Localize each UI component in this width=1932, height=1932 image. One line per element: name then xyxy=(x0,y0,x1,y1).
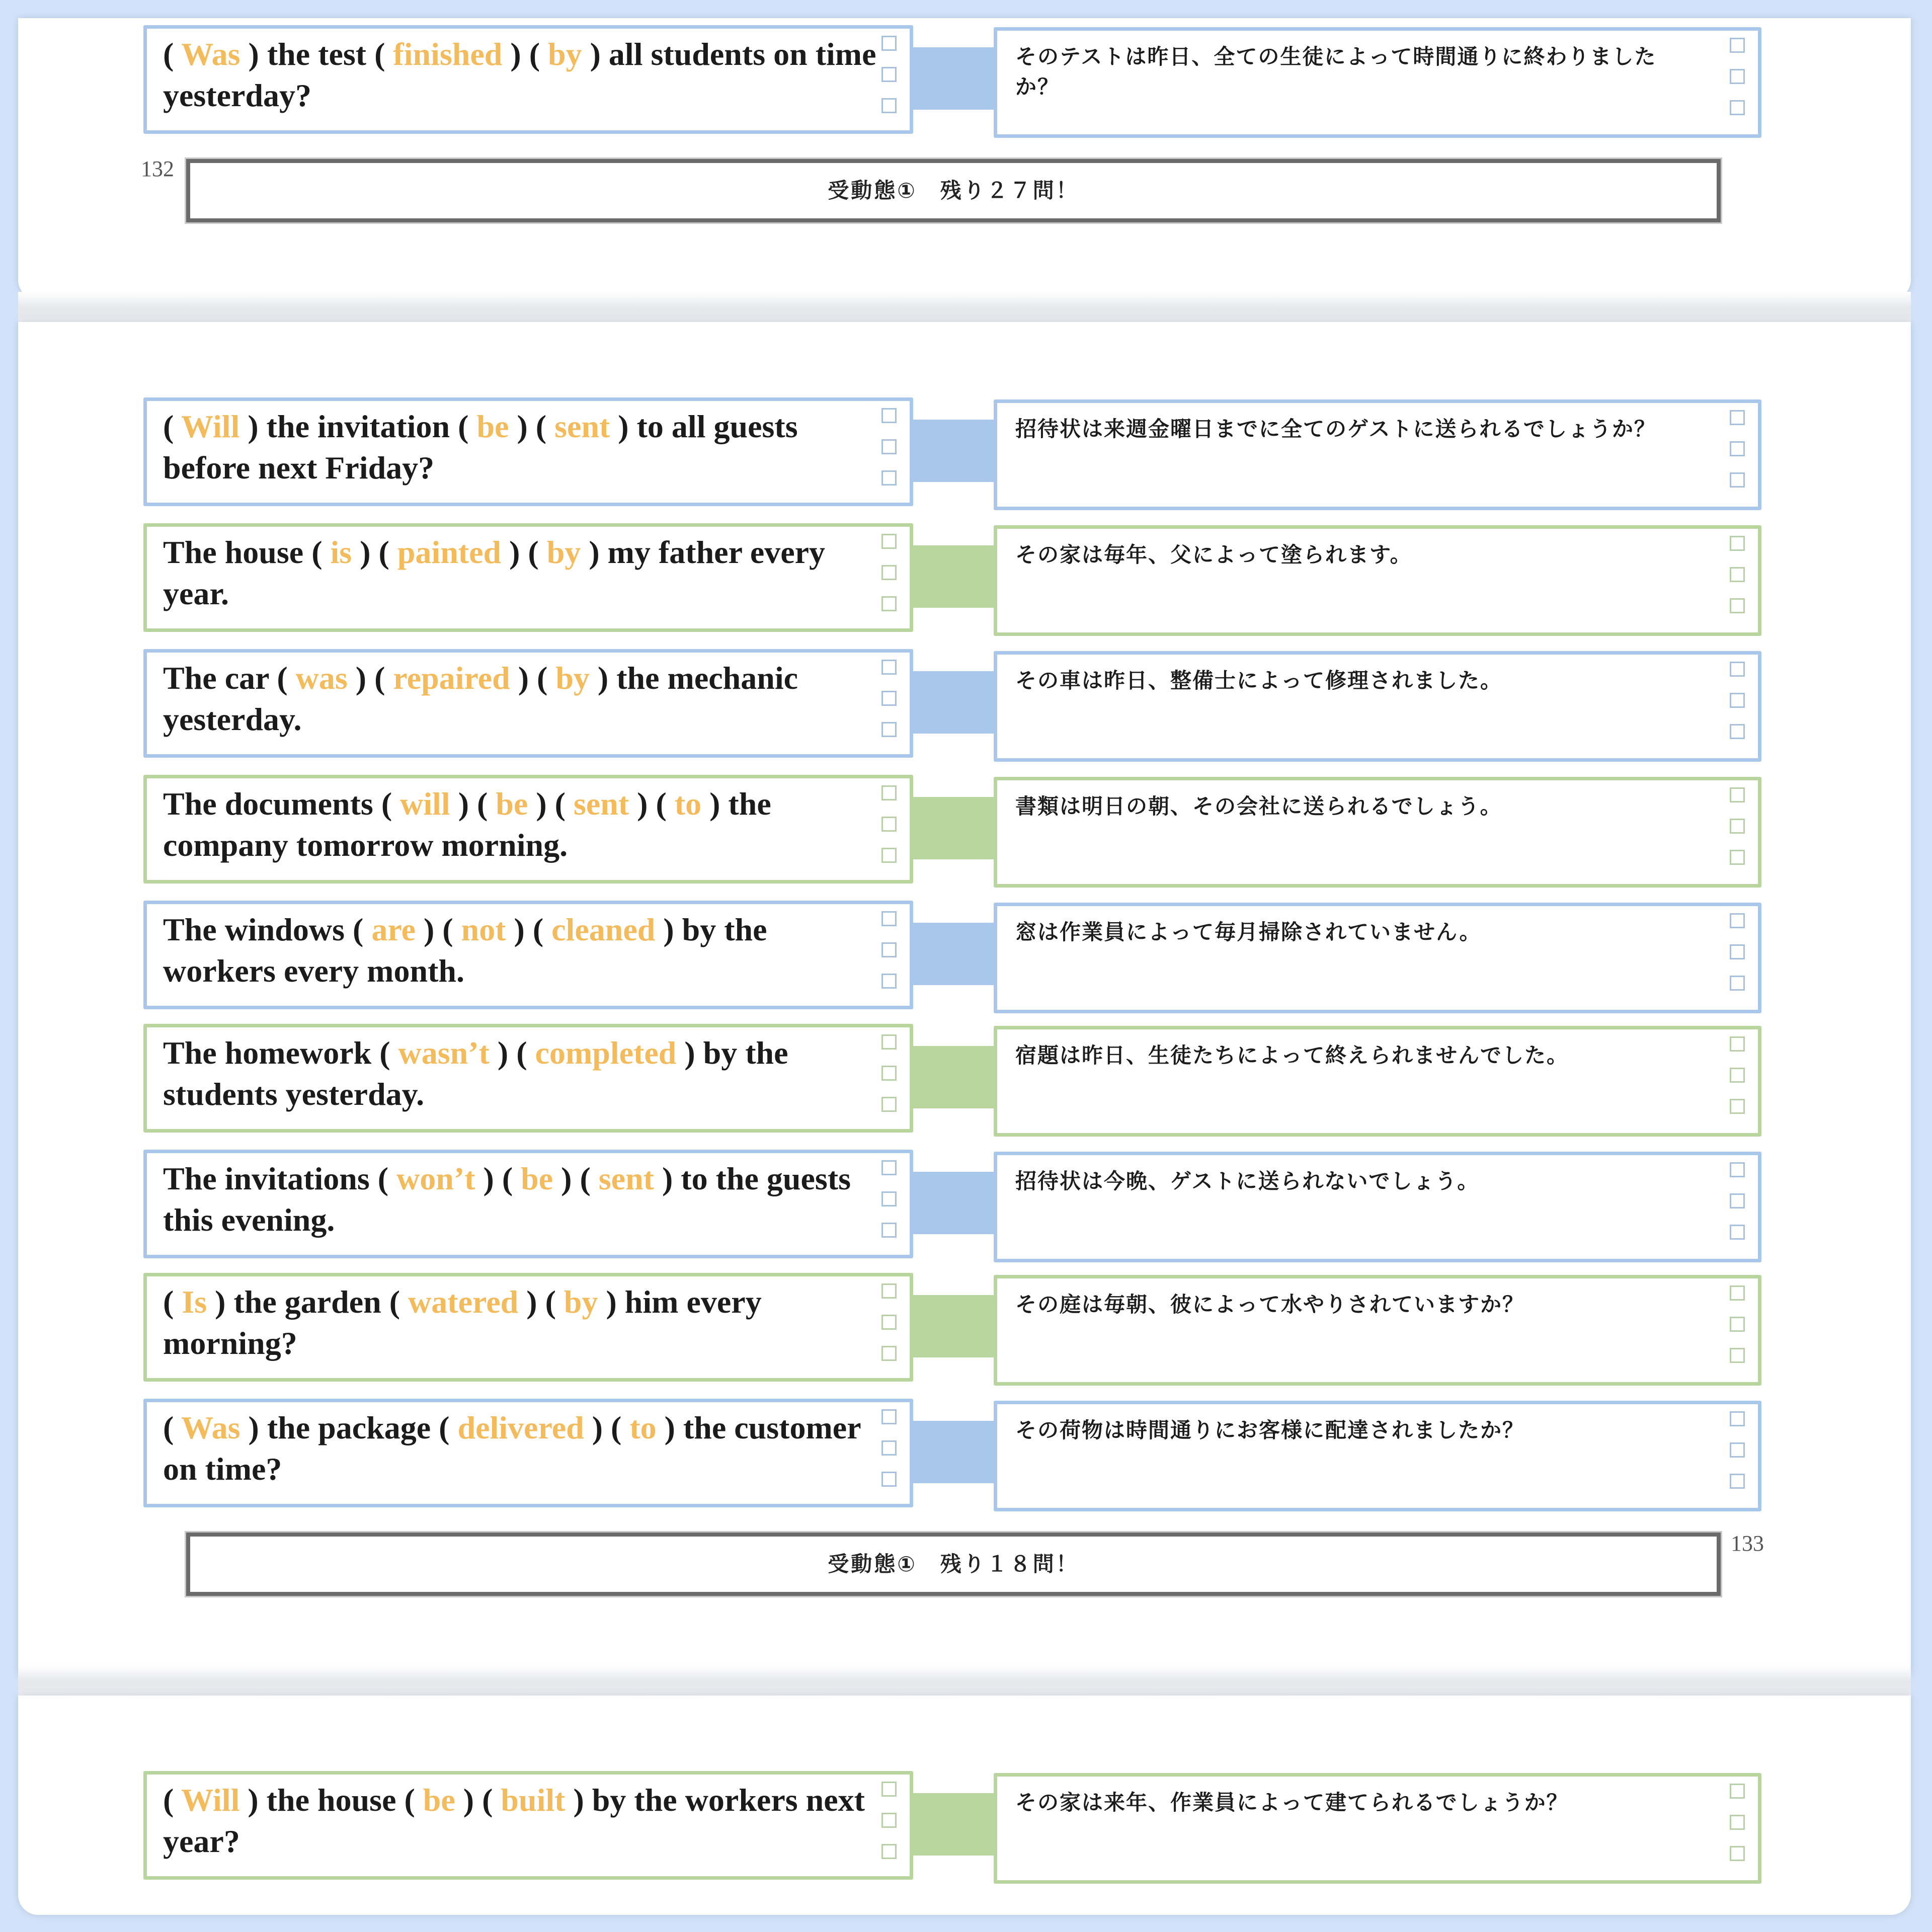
japanese-translation: その車は昨日、整備士によって修理されました。 xyxy=(1015,668,1503,693)
answer-word: completed xyxy=(535,1035,677,1071)
sentence-text: ) the package ( xyxy=(240,1410,458,1445)
check-box[interactable] xyxy=(1730,913,1745,928)
japanese-translation: その家は毎年、父によって塗られます。 xyxy=(1015,542,1412,567)
sentence-text: The car ( xyxy=(163,660,296,696)
sentence-text: The homework ( xyxy=(163,1035,398,1071)
check-box[interactable] xyxy=(1730,1068,1745,1083)
japanese-translation-card xyxy=(994,903,1761,1013)
check-box[interactable] xyxy=(881,1160,897,1175)
sentence-text: ) ( xyxy=(528,786,574,822)
check-box[interactable] xyxy=(881,1097,897,1112)
english-sentence xyxy=(163,1281,882,1364)
answer-word: be xyxy=(496,786,528,822)
answer-word: are xyxy=(371,912,416,947)
japanese-translation: 招待状は今晩、ゲストに送られないでしょう。 xyxy=(1015,1169,1480,1193)
answer-word: finished xyxy=(393,36,503,72)
check-box[interactable] xyxy=(1730,1846,1745,1861)
checkbox-group xyxy=(881,785,900,879)
checkbox-group xyxy=(1730,410,1748,504)
answer-word: sent xyxy=(598,1161,654,1196)
sentence-text: ) to all guests before next Friday? xyxy=(163,409,798,486)
check-box[interactable] xyxy=(1730,536,1745,551)
progress-banner xyxy=(186,159,1721,222)
sentence-text: ( xyxy=(163,1284,182,1320)
sentence-text: The invitations ( xyxy=(163,1161,397,1196)
check-box[interactable] xyxy=(1730,1784,1745,1799)
check-box[interactable] xyxy=(881,974,897,989)
answer-word: watered xyxy=(408,1284,519,1320)
answer-word: Will xyxy=(181,409,240,444)
english-sentence-card xyxy=(143,901,913,1009)
sentence-text: ) by the students yesterday. xyxy=(163,1035,788,1112)
check-box[interactable] xyxy=(1730,1317,1745,1332)
check-box[interactable] xyxy=(881,1782,897,1797)
sentence-text: ) ( xyxy=(352,534,397,570)
connector-bar xyxy=(913,47,994,110)
answer-word: to xyxy=(629,1410,657,1445)
check-box[interactable] xyxy=(1730,976,1745,991)
japanese-translation: その家は来年、作業員によって建てられるでしょうか？ xyxy=(1015,1790,1569,1815)
check-box[interactable] xyxy=(881,911,897,926)
sentence-text: ( xyxy=(163,1410,182,1445)
check-box[interactable] xyxy=(1730,100,1745,115)
check-box[interactable] xyxy=(1730,410,1745,425)
check-box[interactable] xyxy=(881,785,897,800)
english-sentence-card xyxy=(143,397,913,506)
check-box[interactable] xyxy=(881,1283,897,1299)
check-box[interactable] xyxy=(1730,724,1745,739)
progress-banner-text: 受動態① 残り２７問！ xyxy=(828,178,1079,203)
connector-bar xyxy=(913,1172,994,1234)
english-sentence xyxy=(163,1407,882,1490)
check-box[interactable] xyxy=(1730,1099,1745,1114)
check-box[interactable] xyxy=(881,722,897,737)
sentence-text: ) ( xyxy=(518,1284,564,1320)
answer-word: be xyxy=(423,1782,455,1818)
check-box[interactable] xyxy=(1730,1815,1745,1830)
connector-bar xyxy=(913,1421,994,1483)
check-box[interactable] xyxy=(881,1346,897,1361)
sentence-text: ) him every morning? xyxy=(163,1284,762,1361)
page-number: 132 xyxy=(141,156,174,181)
check-box[interactable] xyxy=(1730,69,1745,84)
check-box[interactable] xyxy=(881,1066,897,1081)
check-box[interactable] xyxy=(881,1409,897,1424)
connector-bar xyxy=(913,420,994,482)
answer-word: by xyxy=(548,36,582,72)
checkbox-group xyxy=(881,1782,900,1875)
check-box[interactable] xyxy=(1730,1193,1745,1209)
english-sentence xyxy=(163,1032,882,1115)
sentence-text: ) ( xyxy=(415,912,461,947)
sentence-text: The documents ( xyxy=(163,786,400,822)
sentence-text: ) ( xyxy=(506,912,552,947)
progress-banner xyxy=(186,1533,1721,1596)
connector-bar xyxy=(913,1793,994,1856)
check-box[interactable] xyxy=(881,439,897,454)
check-box[interactable] xyxy=(881,470,897,486)
checkbox-group xyxy=(881,1034,900,1128)
sentence-text: ) ( xyxy=(489,1035,535,1071)
sentence-text: ( xyxy=(163,36,182,72)
page-number: 133 xyxy=(1731,1531,1764,1556)
english-sentence xyxy=(163,34,882,116)
answer-word: was xyxy=(295,660,348,696)
sentence-text: ) by the workers next year? xyxy=(163,1782,865,1859)
sentence-text: ) to the guests this evening. xyxy=(163,1161,851,1238)
check-box[interactable] xyxy=(881,1223,897,1238)
checkbox-group xyxy=(1730,1036,1748,1130)
english-sentence-card xyxy=(143,1399,913,1507)
sentence-text: ) ( xyxy=(553,1161,599,1196)
japanese-translation-card xyxy=(994,651,1761,762)
sentence-text: ( xyxy=(163,1782,182,1818)
japanese-translation-card xyxy=(994,1275,1761,1386)
answer-word: be xyxy=(476,409,509,444)
english-sentence-card xyxy=(143,25,913,134)
check-box[interactable] xyxy=(881,565,897,580)
english-sentence xyxy=(163,909,882,992)
japanese-translation: 書類は明日の朝、その会社に送られるでしょう。 xyxy=(1015,794,1502,819)
answer-word: Was xyxy=(181,36,240,72)
sentence-text: ) the garden ( xyxy=(207,1284,409,1320)
connector-bar xyxy=(913,797,994,859)
english-sentence-card xyxy=(143,775,913,883)
checkbox-group xyxy=(881,408,900,502)
english-sentence xyxy=(163,658,882,740)
check-box[interactable] xyxy=(881,1844,897,1859)
sentence-text: ) all students on time yesterday? xyxy=(163,36,876,113)
sentence-text: ) the house ( xyxy=(239,1782,423,1818)
english-sentence xyxy=(163,1158,882,1241)
connector-bar xyxy=(913,1046,994,1108)
checkbox-group xyxy=(1730,38,1748,131)
sentence-text: ) ( xyxy=(584,1410,630,1445)
sentence-text: ) by the workers every month. xyxy=(163,912,767,989)
check-box[interactable] xyxy=(881,660,897,675)
checkbox-group xyxy=(881,1283,900,1377)
check-box[interactable] xyxy=(881,817,897,832)
answer-word: sent xyxy=(573,786,629,822)
check-box[interactable] xyxy=(1730,38,1745,53)
english-sentence xyxy=(163,783,882,866)
checkbox-group xyxy=(881,534,900,627)
answer-word: won’t xyxy=(396,1161,475,1196)
answer-word: to xyxy=(674,786,702,822)
check-box[interactable] xyxy=(881,1440,897,1456)
sentence-text: ) ( xyxy=(502,36,548,72)
check-box[interactable] xyxy=(881,691,897,706)
connector-bar xyxy=(913,923,994,985)
answer-word: be xyxy=(521,1161,553,1196)
check-box[interactable] xyxy=(1730,1285,1745,1301)
answer-word: delivered xyxy=(457,1410,584,1445)
sentence-text: ) ( xyxy=(629,786,675,822)
answer-word: Will xyxy=(181,1782,240,1818)
checkbox-group xyxy=(1730,1784,1748,1877)
sentence-text: The house ( xyxy=(163,534,331,570)
japanese-translation-card xyxy=(994,27,1761,138)
japanese-translation-card xyxy=(994,1401,1761,1511)
check-box[interactable] xyxy=(1730,1225,1745,1240)
check-box[interactable] xyxy=(1730,598,1745,613)
checkbox-group xyxy=(881,1160,900,1254)
sentence-text: ) ( xyxy=(455,1782,501,1818)
check-box[interactable] xyxy=(881,1034,897,1050)
checkbox-group xyxy=(881,911,900,1005)
sentence-text: ) ( xyxy=(501,534,547,570)
answer-word: cleaned xyxy=(551,912,656,947)
check-box[interactable] xyxy=(881,1472,897,1487)
checkbox-group xyxy=(1730,1162,1748,1256)
answer-word: repaired xyxy=(393,660,510,696)
check-box[interactable] xyxy=(881,1813,897,1828)
check-box[interactable] xyxy=(1730,693,1745,708)
answer-word: will xyxy=(400,786,450,822)
answer-word: Was xyxy=(181,1410,240,1445)
sentence-text: ) ( xyxy=(450,786,496,822)
sentence-text: ) ( xyxy=(510,660,556,696)
sentence-text: ) the test ( xyxy=(240,36,393,72)
check-box[interactable] xyxy=(1730,567,1745,582)
check-box[interactable] xyxy=(881,848,897,863)
check-box[interactable] xyxy=(1730,662,1745,677)
checkbox-group xyxy=(881,660,900,753)
sentence-text: ) the invitation ( xyxy=(239,409,477,444)
check-box[interactable] xyxy=(1730,819,1745,834)
check-box[interactable] xyxy=(881,36,897,51)
sentence-text: ) my father every year. xyxy=(163,534,826,611)
check-box[interactable] xyxy=(881,1191,897,1206)
check-box[interactable] xyxy=(1730,472,1745,488)
checkbox-group xyxy=(881,1409,900,1503)
sentence-text: ) ( xyxy=(347,660,393,696)
check-box[interactable] xyxy=(881,534,897,549)
check-box[interactable] xyxy=(881,596,897,611)
answer-word: wasn’t xyxy=(398,1035,490,1071)
connector-bar xyxy=(913,1295,994,1357)
check-box[interactable] xyxy=(881,98,897,113)
check-box[interactable] xyxy=(1730,1036,1745,1052)
check-box[interactable] xyxy=(1730,787,1745,802)
answer-word: by xyxy=(564,1284,598,1320)
english-sentence-card xyxy=(143,1150,913,1258)
japanese-translation: 窓は作業員によって毎月掃除されていません。 xyxy=(1015,920,1482,944)
progress-banner-text: 受動態① 残り１８問！ xyxy=(828,1552,1079,1576)
japanese-translation-card xyxy=(994,1773,1761,1884)
sentence-text: ) ( xyxy=(509,409,555,444)
check-box[interactable] xyxy=(1730,1411,1745,1426)
english-sentence-card xyxy=(143,649,913,758)
answer-word: by xyxy=(555,660,590,696)
sentence-text: ) the customer on time? xyxy=(163,1410,861,1487)
checkbox-group xyxy=(1730,662,1748,755)
japanese-translation-card xyxy=(994,399,1761,510)
answer-word: painted xyxy=(397,534,502,570)
check-box[interactable] xyxy=(881,67,897,82)
check-box[interactable] xyxy=(881,942,897,957)
english-sentence-card xyxy=(143,1024,913,1133)
sentence-text: ) ( xyxy=(475,1161,521,1196)
check-box[interactable] xyxy=(1730,1348,1745,1363)
checkbox-group xyxy=(1730,1285,1748,1379)
answer-word: by xyxy=(546,534,581,570)
japanese-translation: そのテストは昨日、全ての生徒によって時間通りに終わりましたか？ xyxy=(1015,44,1657,99)
english-sentence xyxy=(163,1780,882,1862)
check-box[interactable] xyxy=(1730,1442,1745,1458)
check-box[interactable] xyxy=(1730,441,1745,456)
connector-bar xyxy=(913,671,994,734)
check-box[interactable] xyxy=(1730,1474,1745,1489)
english-sentence-card xyxy=(143,1771,913,1880)
sentence-text: ( xyxy=(163,409,182,444)
japanese-translation-card xyxy=(994,777,1761,888)
sentence-text: ) the company tomorrow morning. xyxy=(163,786,771,863)
japanese-translation-card xyxy=(994,525,1761,636)
checkbox-group xyxy=(1730,913,1748,1007)
answer-word: Is xyxy=(182,1284,207,1320)
english-sentence xyxy=(163,406,882,489)
check-box[interactable] xyxy=(1730,850,1745,865)
checkbox-group xyxy=(881,36,900,129)
japanese-translation: 宿題は昨日、生徒たちによって終えられませんでした。 xyxy=(1015,1043,1569,1068)
check-box[interactable] xyxy=(881,408,897,423)
english-sentence-card xyxy=(143,1273,913,1382)
check-box[interactable] xyxy=(1730,1162,1745,1177)
japanese-translation: その荷物は時間通りにお客様に配達されましたか？ xyxy=(1015,1418,1525,1442)
connector-bar xyxy=(913,545,994,608)
japanese-translation: その庭は毎朝、彼によって水やりされていますか？ xyxy=(1015,1292,1525,1317)
answer-word: built xyxy=(501,1782,566,1818)
english-sentence-card xyxy=(143,523,913,632)
checkbox-group xyxy=(1730,536,1748,629)
answer-word: is xyxy=(330,534,352,570)
checkbox-group xyxy=(1730,1411,1748,1505)
answer-word: not xyxy=(461,912,506,947)
sentence-text: The windows ( xyxy=(163,912,372,947)
check-box[interactable] xyxy=(1730,944,1745,959)
check-box[interactable] xyxy=(881,1315,897,1330)
answer-word: sent xyxy=(554,409,610,444)
japanese-translation-card xyxy=(994,1152,1761,1262)
checkbox-group xyxy=(1730,787,1748,881)
english-sentence xyxy=(163,532,882,614)
sentence-text: ) the mechanic yesterday. xyxy=(163,660,798,737)
japanese-translation-card xyxy=(994,1026,1761,1137)
japanese-translation: 招待状は来週金曜日までに全てのゲストに送られるでしょうか？ xyxy=(1015,417,1656,441)
